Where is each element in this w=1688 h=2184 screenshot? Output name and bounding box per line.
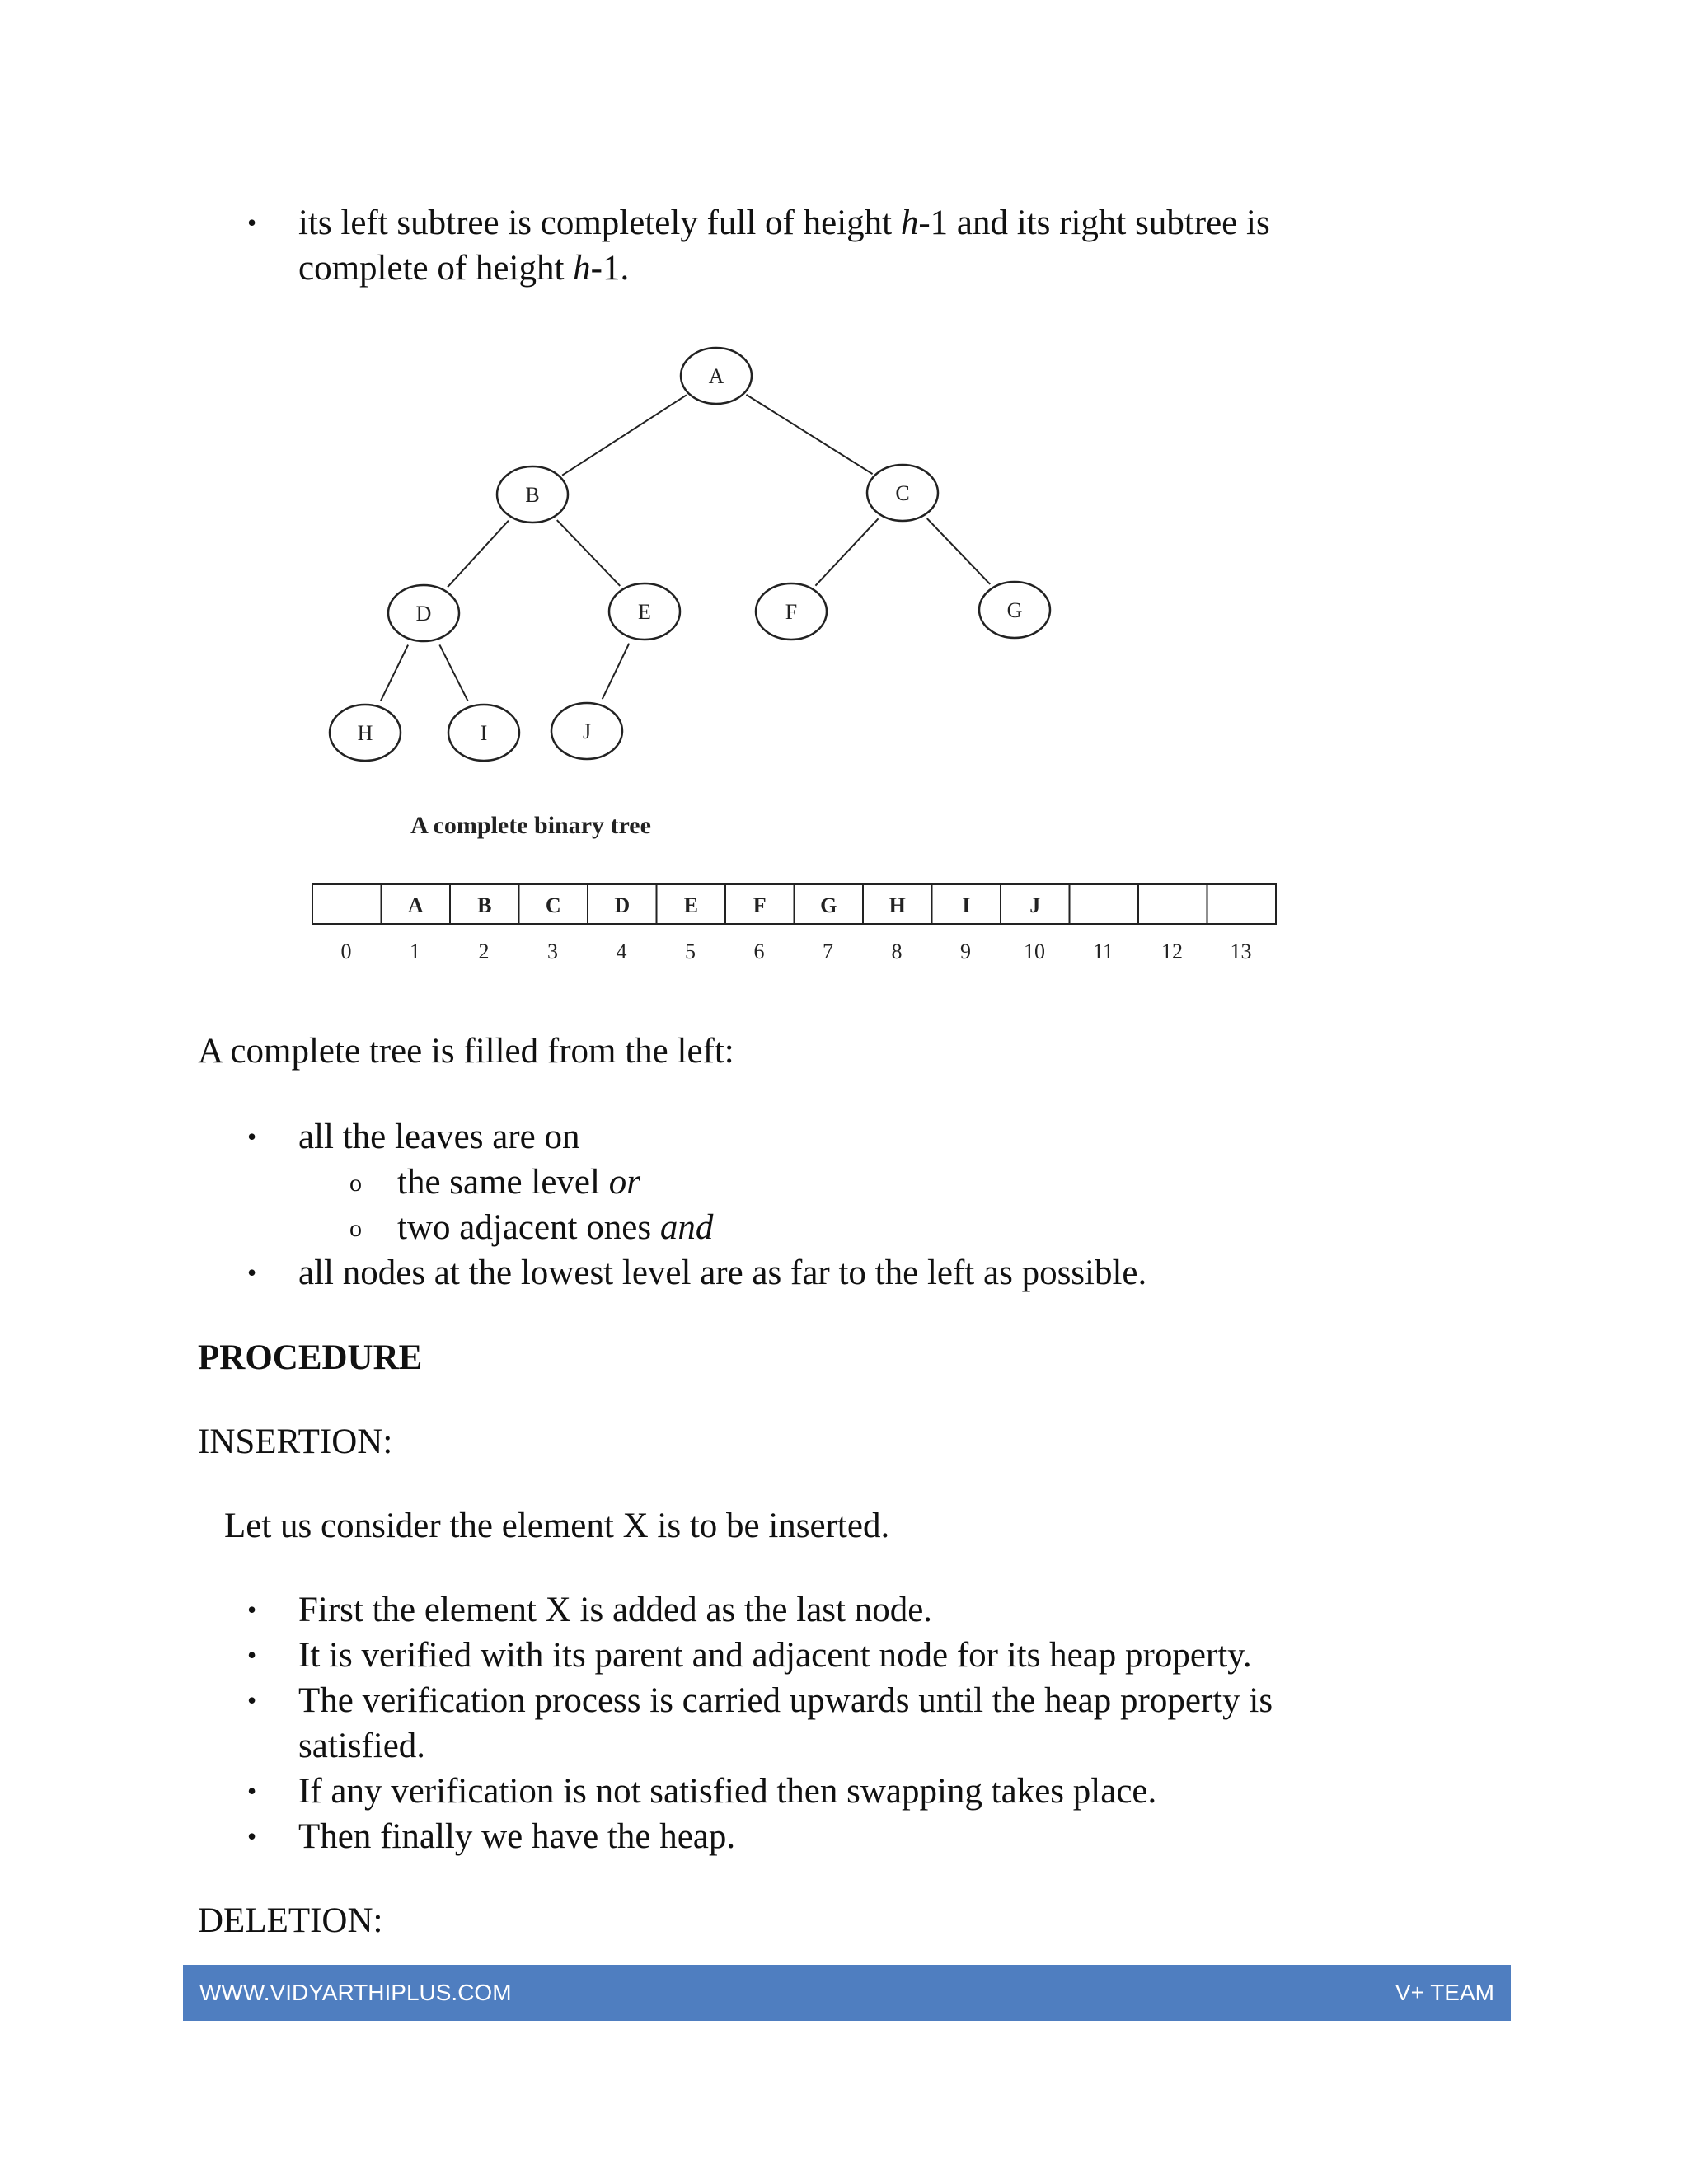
insertion-step: First the element X is added as the last node. bbox=[298, 1591, 933, 1629]
lowest-level-bullet: all nodes at the lowest level are as far to the left as possible. bbox=[298, 1254, 1147, 1292]
tree-node-label-G: G bbox=[1006, 598, 1023, 622]
tree-edge-B-D bbox=[448, 521, 509, 588]
tree-edge-A-B bbox=[562, 395, 687, 475]
intro-text: complete of height bbox=[298, 249, 574, 288]
insertion-heading: INSERTION: bbox=[198, 1422, 393, 1461]
array-index-label: 3 bbox=[547, 940, 558, 963]
tree-edge-C-F bbox=[815, 518, 878, 585]
bullet-glyph: • bbox=[247, 1258, 257, 1287]
bullet-glyph: • bbox=[247, 1595, 257, 1624]
bullet-glyph: • bbox=[247, 1685, 257, 1715]
array-index-label: 1 bbox=[410, 940, 420, 963]
array-index-label: 11 bbox=[1092, 940, 1114, 963]
tree-edges bbox=[381, 395, 990, 701]
array-cell-12 bbox=[1138, 884, 1207, 924]
page-footer bbox=[183, 1965, 1511, 2021]
tree-node-label-H: H bbox=[357, 721, 373, 745]
array-index-label: 10 bbox=[1024, 940, 1045, 963]
complete-tree-heading: A complete tree is filled from the left: bbox=[198, 1032, 734, 1071]
array-cell-label: F bbox=[753, 893, 767, 917]
array-cell-label: A bbox=[407, 893, 424, 917]
subbullet-glyph: o bbox=[349, 1169, 362, 1197]
array-cell-label: G bbox=[820, 893, 837, 917]
footer-team: V+ TEAM bbox=[1395, 1980, 1494, 2005]
insertion-step: The verification process is carried upwards until the heap property is bbox=[298, 1681, 1273, 1720]
tree-node-label-I: I bbox=[480, 721, 488, 745]
array-cell-0 bbox=[312, 884, 382, 924]
tree-nodes bbox=[330, 348, 1050, 761]
complete-binary-tree-diagram bbox=[0, 0, 1688, 989]
tree-node-label-B: B bbox=[525, 483, 540, 507]
array-index-label: 7 bbox=[823, 940, 833, 963]
bullet-glyph: • bbox=[247, 208, 257, 237]
tree-edge-D-H bbox=[381, 645, 408, 701]
subbullet-emphasis: and bbox=[659, 1208, 714, 1247]
array-cell-label: C bbox=[545, 893, 561, 917]
subbullet-glyph: o bbox=[349, 1215, 362, 1242]
tree-node-label-C: C bbox=[895, 481, 910, 505]
subbullet-emphasis: or bbox=[608, 1163, 640, 1202]
array-index-label: 4 bbox=[616, 940, 627, 963]
tree-edge-D-I bbox=[439, 644, 467, 701]
array-cell-label: D bbox=[614, 893, 631, 917]
tree-node-label-E: E bbox=[638, 600, 651, 624]
array-cell-label: J bbox=[1029, 893, 1041, 917]
deletion-heading: DELETION: bbox=[198, 1901, 383, 1940]
tree-edge-B-E bbox=[557, 520, 621, 586]
adjacent-levels-subbullet bbox=[397, 1205, 713, 1250]
leaves-bullet: all the leaves are on bbox=[298, 1118, 580, 1156]
insertion-step: If any verification is not satisfied then swapping takes place. bbox=[298, 1772, 1157, 1811]
intro-h-variable: h bbox=[573, 249, 591, 288]
intro-h-variable: h bbox=[900, 204, 919, 242]
insertion-step-continuation: satisfied. bbox=[298, 1727, 426, 1765]
array-index-label: 0 bbox=[340, 940, 352, 963]
bullet-glyph: • bbox=[247, 1122, 257, 1151]
array-cell-11 bbox=[1070, 884, 1139, 924]
tree-node-label-J: J bbox=[582, 719, 592, 743]
array-representation bbox=[312, 884, 1276, 963]
array-index-label: 12 bbox=[1161, 940, 1183, 963]
array-cell-label: B bbox=[477, 893, 492, 917]
tree-caption: A complete binary tree bbox=[410, 812, 651, 839]
same-level-subbullet bbox=[397, 1160, 640, 1205]
tree-node-label-A: A bbox=[708, 364, 724, 388]
bullet-glyph: • bbox=[247, 1776, 257, 1806]
array-cell-13 bbox=[1207, 884, 1277, 924]
array-index-label: 6 bbox=[753, 940, 765, 963]
tree-edge-E-J bbox=[603, 644, 630, 700]
array-index-label: 5 bbox=[685, 940, 696, 963]
tree-node-label-D: D bbox=[415, 602, 432, 626]
intro-text: -1. bbox=[590, 249, 630, 288]
procedure-heading: PROCEDURE bbox=[198, 1338, 423, 1377]
insertion-intro: Let us consider the element X is to be inserted. bbox=[224, 1507, 890, 1545]
insertion-step: Then finally we have the heap. bbox=[298, 1817, 736, 1856]
subbullet-text: two adjacent ones bbox=[397, 1208, 660, 1247]
bullet-glyph: • bbox=[247, 1821, 257, 1851]
array-cell-label: H bbox=[889, 893, 906, 917]
tree-edge-A-C bbox=[746, 395, 872, 474]
intro-text: its left subtree is completely full of height bbox=[298, 204, 901, 242]
array-index-label: 8 bbox=[891, 940, 903, 963]
array-index-label: 9 bbox=[960, 940, 971, 963]
insertion-step: It is verified with its parent and adjacent node for its heap property. bbox=[298, 1636, 1252, 1675]
array-cell-label: I bbox=[962, 893, 971, 917]
bullet-glyph: • bbox=[247, 1640, 257, 1670]
intro-text: -1 and its right subtree is bbox=[918, 204, 1270, 242]
tree-edge-C-G bbox=[927, 518, 991, 584]
array-index-label: 2 bbox=[478, 940, 490, 963]
subbullet-text: the same level bbox=[397, 1163, 609, 1202]
tree-node-label-F: F bbox=[785, 600, 798, 624]
footer-website[interactable]: WWW.VIDYARTHIPLUS.COM bbox=[199, 1980, 512, 2005]
array-cell-label: E bbox=[683, 893, 698, 917]
array-index-label: 13 bbox=[1230, 940, 1252, 963]
